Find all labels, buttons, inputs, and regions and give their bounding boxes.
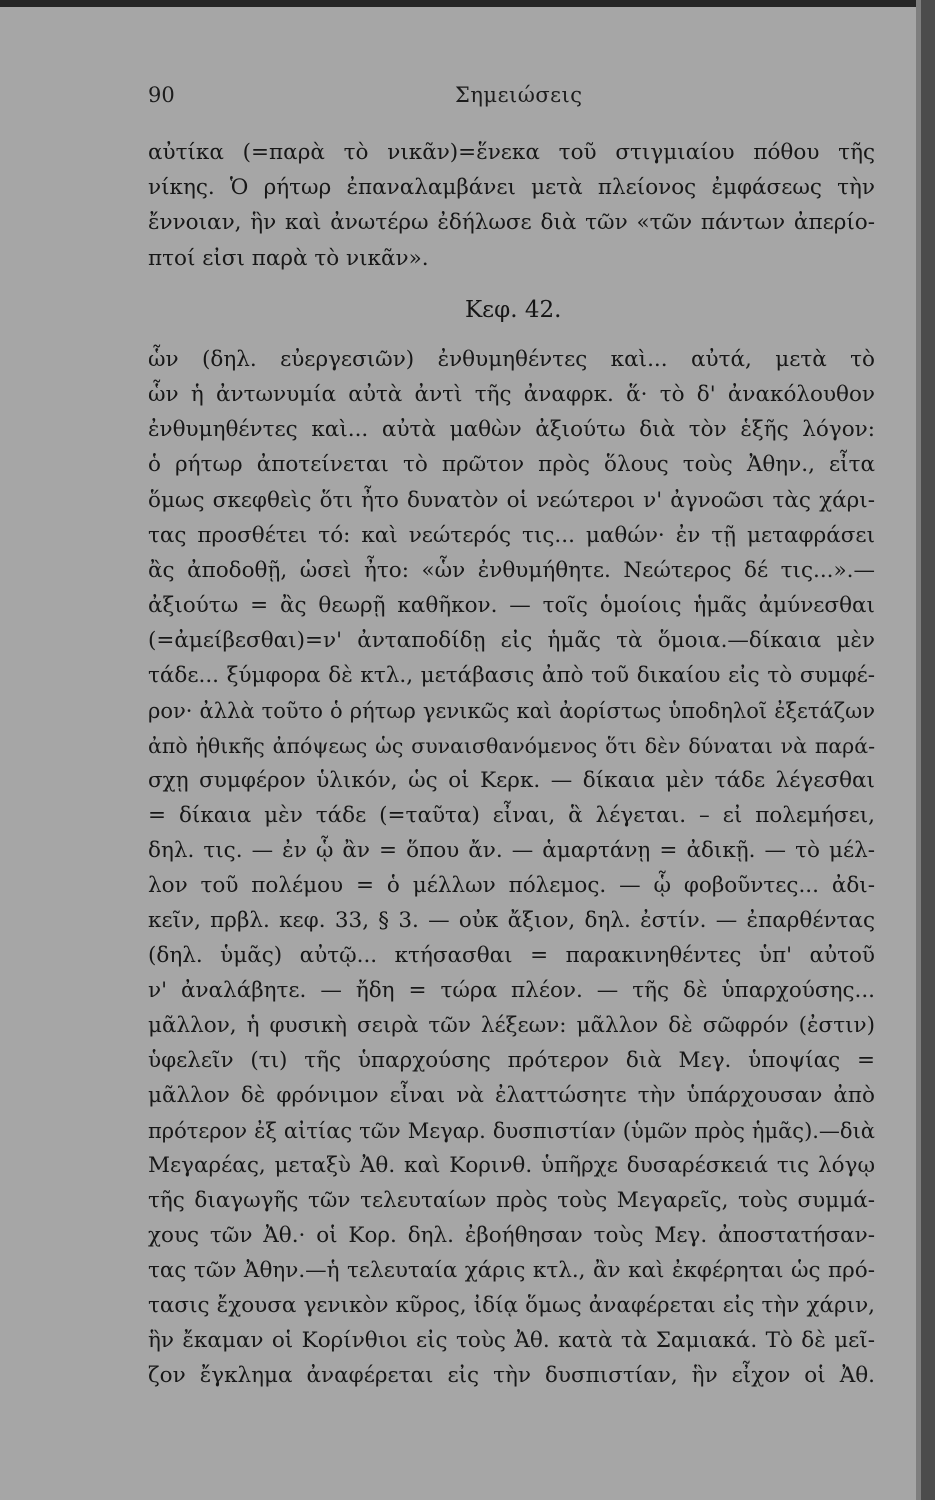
page-number: 90 [148, 83, 175, 107]
running-head: Σημειώσεις [455, 83, 583, 107]
text-line: ζον ἔγκλημα ἀναφέρεται εἰς τὴν δυσπιστίαν, ἣν εἶχον οἱ Ἀθ. [148, 1363, 875, 1388]
text-line: πτοί εἰσι παρὰ τὸ νικᾶν». [148, 246, 429, 271]
text-line: τας τῶν Ἀθην.—ἡ τελευταία χάρις κτλ., ἂν καὶ ἐκφέρηται ὡς πρό- [148, 1258, 875, 1283]
text-line: ἣν ἔκαμαν οἱ Κορίνθιοι εἰς τοὺς Ἀθ. κατὰ τὰ Σαμιακά. Τὸ δὲ μεῖ- [148, 1328, 875, 1353]
text-line: = δίκαια μὲν τάδε (=ταῦτα) εἶναι, ἃ λέγεται. – εἰ πολεμήσει, [148, 803, 875, 828]
text-line: ὅμως σκεφθεὶς ὅτι ἦτο δυνατὸν οἱ νεώτεροι ν' ἀγνοῶσι τὰς χάρι- [148, 488, 875, 513]
text-line: τάδε... ξύμφορα δὲ κτλ., μετάβασις ἀπὸ τοῦ δικαίου εἰς τὸ συμφέ- [148, 663, 875, 688]
text-line: τας προσθέτει τό: καὶ νεώτερός τις... μαθών· ἐν τῇ μεταφράσει [148, 523, 875, 548]
text-line: ἀπὸ ἠθικῆς ἀπόψεως ὡς συναισθανόμενος ὅτι δὲν δύναται νὰ παρά- [148, 734, 875, 758]
text-line: μᾶλλον, ἡ φυσικὴ σειρὰ τῶν λέξεων: μᾶλλον δὲ σῶφρόν (ἐστιν) [148, 1013, 875, 1038]
text-line: τῆς διαγωγῆς τῶν τελευταίων πρὸς τοὺς Μεγαρεῖς, τοὺς συμμά- [148, 1188, 875, 1213]
text-line: ὁ ρήτωρ ἀποτείνεται τὸ πρῶτον πρὸς ὅλους τοὺς Ἀθην., εἶτα [148, 452, 875, 477]
text-line: τασις ἔχουσα γενικὸν κῦρος, ἰδίᾳ ὅμως ἀναφέρεται εἰς τὴν χάριν, [148, 1293, 875, 1318]
book-page [0, 7, 916, 1500]
text-line: (δηλ. ὑμᾶς) αὐτῷ... κτήσασθαι = παρακινηθέντες ὑπ' αὐτοῦ [148, 943, 875, 968]
text-line: ἀξιούτω = ἂς θεωρῇ καθῆκον. — τοῖς ὁμοίοις ἡμᾶς ἀμύνεσθαι [148, 593, 875, 618]
text-line: ὧν ἡ ἀντωνυμία αὐτὰ ἀντὶ τῆς ἀναφρκ. ἅ· τὸ δ' ἀνακόλουθον [148, 382, 875, 407]
text-line: πρότερον ἐξ αἰτίας τῶν Μεγαρ. δυσπιστίαν (ὑμῶν πρὸς ἡμᾶς).—διὰ [148, 1119, 875, 1143]
top-scan-edge [0, 0, 935, 7]
text-line: δηλ. τις. — ἐν ᾧ ἂν = ὅπου ἄν. — ἁμαρτάνῃ = ἀδικῇ. — τὸ μέλ- [148, 838, 875, 863]
section-heading: Κεφ. 42. [465, 297, 562, 323]
text-line: ν' ἀναλάβητε. — ἤδη = τώρα πλέον. — τῆς δὲ ὑπαρχούσης... [148, 978, 875, 1003]
text-line: ὧν (δηλ. εὐεργεσιῶν) ἐνθυμηθέντες καὶ... αὐτά, μετὰ τὸ [148, 347, 875, 372]
text-line: αὐτίκα (=παρὰ τὸ νικᾶν)=ἕνεκα τοῦ στιγμιαίου πόθου τῆς [148, 140, 875, 165]
text-line: λον τοῦ πολέμου = ὁ μέλλων πόλεμος. — ᾧ φοβοῦντες... ἀδι- [148, 873, 875, 898]
text-line: σχῃ συμφέρον ὑλικόν, ὡς οἱ Κερκ. — δίκαια μὲν τάδε λέγεσθαι [148, 768, 875, 793]
text-line: νίκης. Ὁ ρήτωρ ἐπαναλαμβάνει μετὰ πλείονος ἐμφάσεως τὴν [148, 175, 875, 200]
text-line: ἔννοιαν, ἣν καὶ ἀνωτέρω ἐδήλωσε διὰ τῶν «τῶν πάντων ἀπερίο- [148, 210, 875, 235]
text-line: (=ἀμείβεσθαι)=ν' ἀνταποδίδῃ εἰς ἡμᾶς τὰ ὅμοια.—δίκαια μὲν [148, 628, 875, 653]
text-line: ἐνθυμηθέντες καὶ... αὐτὰ μαθὼν ἀξιούτω διὰ τὸν ἑξῆς λόγον: [148, 417, 875, 442]
right-scan-edge [921, 0, 935, 1500]
text-line: ὑφελεῖν (τι) τῆς ὑπαρχούσης πρότερον διὰ Μεγ. ὑποψίας = [148, 1048, 875, 1073]
text-line: ἂς ἀποδοθῇ, ὡσεὶ ἦτο: «ὧν ἐνθυμήθητε. Νεώτερος δέ τις...».— [148, 558, 875, 583]
text-line: χους τῶν Ἀθ.· οἱ Κορ. δηλ. ἐβοήθησαν τοὺς Μεγ. ἀποστατήσαν- [148, 1223, 875, 1248]
text-line: ρον· ἀλλὰ τοῦτο ὁ ρήτωρ γενικῶς καὶ ἀορίστως ὑποδηλοῖ ἐξετάζων [148, 699, 875, 723]
text-line: κεῖν, πρβλ. κεφ. 33, § 3. — οὐκ ἄξιον, δηλ. ἐστίν. — ἐπαρθέντας [148, 908, 875, 933]
text-line: Μεγαρέας, μεταξὺ Ἀθ. καὶ Κορινθ. ὑπῆρχε δυσαρέσκειά τις λόγῳ [148, 1153, 875, 1178]
text-line: μᾶλλον δὲ φρόνιμον εἶναι νὰ ἐλαττώσητε τὴν ὑπάρχουσαν ἀπὸ [148, 1083, 875, 1108]
